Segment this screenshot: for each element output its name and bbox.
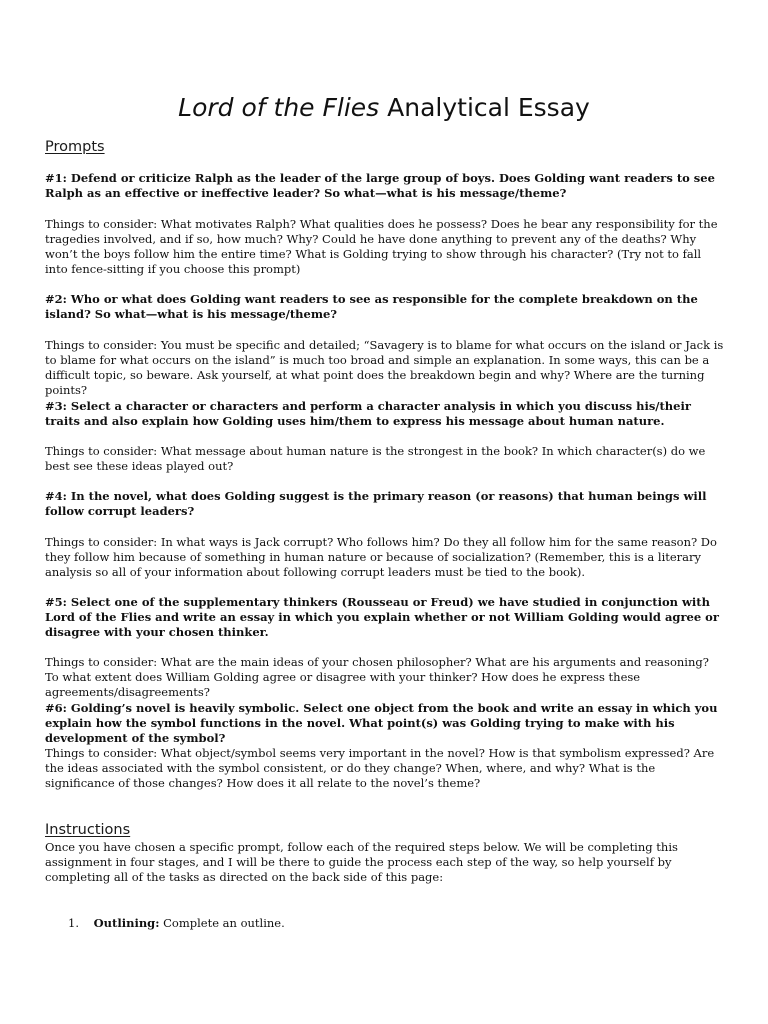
step-1-label: Outlining: <box>93 916 160 930</box>
step-1 <box>68 916 728 931</box>
prompt-6-question: #6: Golding’s novel is heavily symbolic. Select one object from the book and write an essay in which you explain how the symbol functions in the novel. What point(s) was Golding trying to make with his development of the symbol? <box>45 701 718 745</box>
prompt-2-consider: Things to consider: You must be specific and detailed; “Savagery is to blame for what occurs on the island or Jack is to blame for what occurs on the island” is much too broad and simple an explanation. In some ways, this can be a difficult topic, so beware. Ask yourself, at what point does the breakdown begin and why? Where are the turning points? <box>45 338 724 397</box>
step-1-text: Complete an outline. <box>163 916 285 930</box>
page-title <box>0 90 768 126</box>
prompt-4-question: #4: In the novel, what does Golding suggest is the primary reason (or reasons) that human beings will follow corrupt leaders? <box>45 489 707 518</box>
prompt-1-consider: Things to consider: What motivates Ralph? What qualities does he possess? Does he bear any responsibility for the tragedies involved, and if so, how much? Why? Could he have done anything to prevent any of the deaths? Why won’t the boys follow him the entire time? What is Golding trying to show through his character? (Try not to fall into fence-sitting if you choose this prompt) <box>45 217 718 276</box>
prompts-heading: Prompts <box>45 139 105 155</box>
title-italic: Lord of the Flies <box>178 93 380 122</box>
prompt-6-consider: Things to consider: What object/symbol seems very important in the novel? How is that symbolism expressed? Are the ideas associated with the symbol consistent, or do they change? When, where, and why? What is the significance of those changes? How does it all relate to the novel’s theme? <box>45 746 715 790</box>
prompt-5-consider: Things to consider: What are the main ideas of your chosen philosopher? What are his arguments and reasoning? To what extent does William Golding agree or disagree with your thinker? How does he express these agreements/disagreements? <box>45 655 709 699</box>
prompt-5-question: #5: Select one of the supplementary thinkers (Rousseau or Freud) we have studied in conjunction with Lord of the Flies and write an essay in which you explain whether or not William Golding would agree or disagree with your chosen thinker. <box>45 595 719 639</box>
title-rest: Analytical Essay <box>387 93 590 122</box>
prompt-3-consider: Things to consider: What message about human nature is the strongest in the book? In which character(s) do we best see these ideas played out? <box>45 444 706 473</box>
instructions-intro: Once you have chosen a specific prompt, follow each of the required steps below. We will be completing this assignment in four stages, and I will be there to guide the process each step of the way, so help yourself by completing all of the tasks as directed on the back side of this page: <box>45 840 678 884</box>
prompt-3-question: #3: Select a character or characters and perform a character analysis in which you discuss his/their traits and also explain how Golding uses him/them to express his message about human nature. <box>45 399 691 428</box>
prompt-4-consider: Things to consider: In what ways is Jack corrupt? Who follows him? Do they all follow him for the same reason? Do they follow him because of something in human nature or because of socialization? (Remember, this is a literary analysis so all of your information about following corrupt leaders must be tied to the book). <box>45 535 717 579</box>
prompt-1-question: #1: Defend or criticize Ralph as the leader of the large group of boys. Does Golding want readers to see Ralph as an effective or ineffective leader? So what—what is his message/theme? <box>45 171 715 200</box>
step-1-number: 1. <box>68 916 79 930</box>
instructions-heading: Instructions <box>45 822 131 838</box>
prompt-2-question: #2: Who or what does Golding want readers to see as responsible for the complete breakdown on the island? So what—what is his message/theme? <box>45 292 698 321</box>
